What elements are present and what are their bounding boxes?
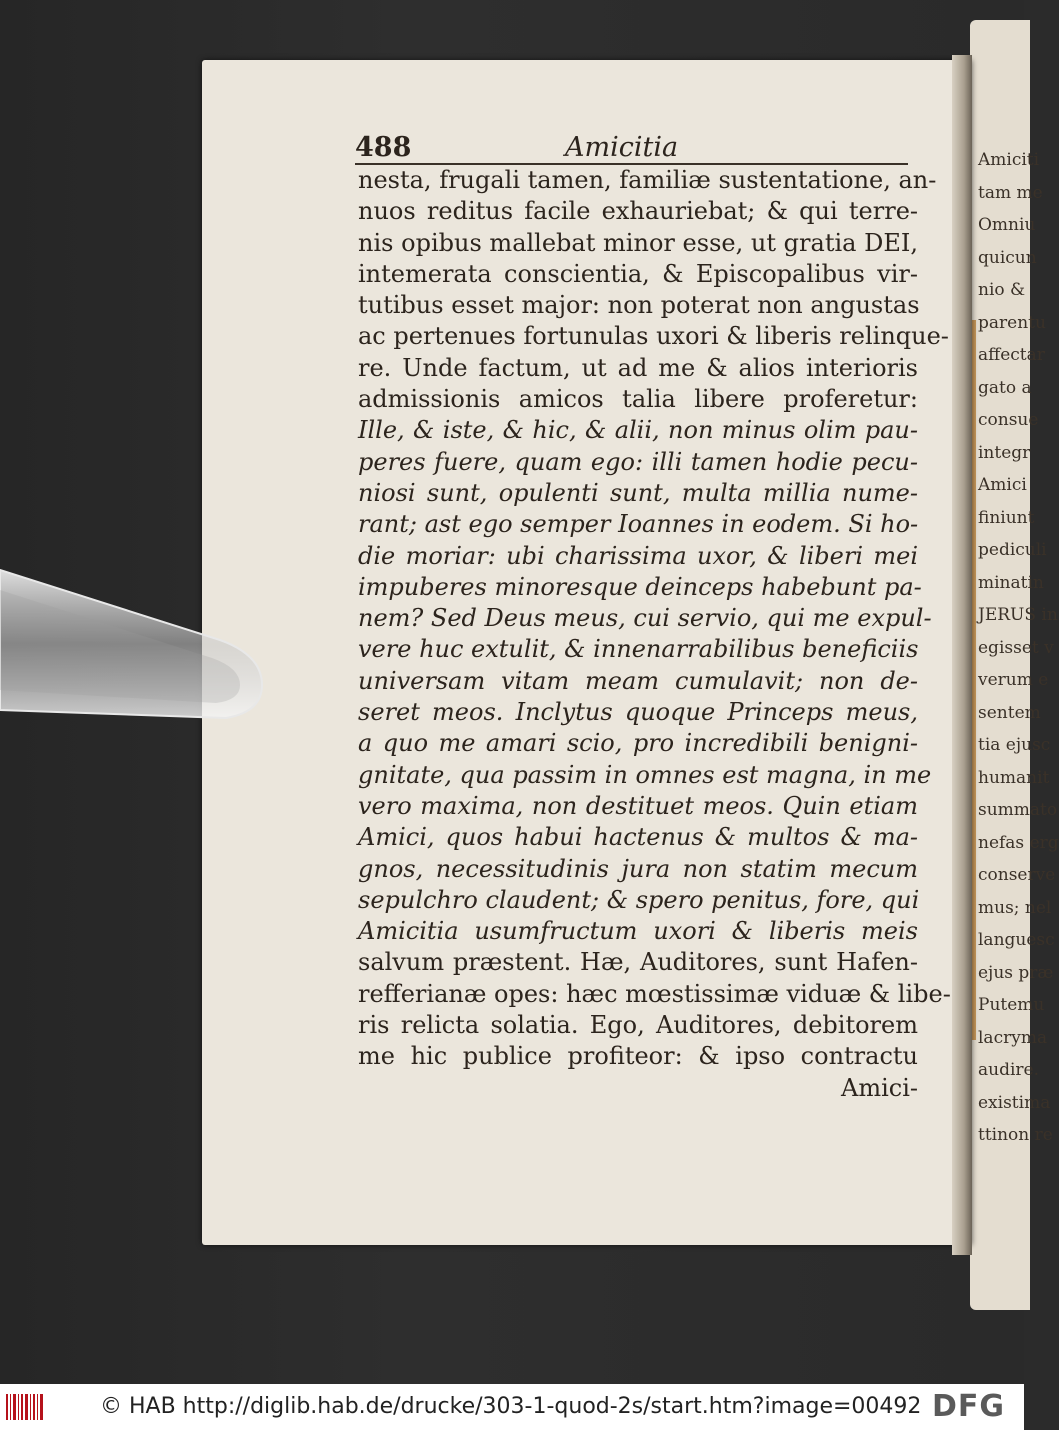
next-page-fragment: consue [978,410,1039,430]
text-line: vero maxima, non destituet meos. Quin etiam [358,791,918,820]
book-gutter [952,55,972,1255]
next-page-fragment: Amiciti [978,150,1040,170]
next-page-fragment: JERUS in [978,605,1058,625]
next-page-fragment: existima [978,1092,1051,1113]
text-line: impuberes minoresque deinceps habebunt pa- [358,572,922,601]
next-page-fragment: egisset v [978,637,1054,658]
hab-barcode-logo-icon [6,1392,46,1422]
text-line: nis opibus mallebat minor esse, ut gratia DEI, [358,228,918,257]
text-line: ac pertenues fortunulas uxori & liberis relinque- [358,322,949,351]
text-line: re. Unde factum, ut ad me & alios interioris [358,353,918,382]
next-page-fragment: parentu [978,312,1046,333]
next-page-fragment: conserve [978,865,1056,885]
text-line: seret meos. Inclytus quoque Princeps meus, [358,698,918,727]
text-line: rant; ast ego semper Ioannes in eodem. Si ho- [358,510,919,539]
next-page-fragment: ttinon re [978,1125,1053,1145]
page-number: 488 [355,132,412,163]
next-page-fragment: languesc [978,930,1055,950]
catchword: Amici- [841,1073,918,1102]
text-line: peres fuere, quam ego: illi tamen hodie pecu- [358,447,918,476]
text-line: sepulchro claudent; & spero penitus, fore, qui [358,885,920,914]
next-page-fragment: verum e [978,670,1049,690]
text-line: Ille, & iste, & hic, & alii, non minus olim pau- [358,416,918,445]
text-line: universam vitam meam cumulavit; non de- [358,666,918,695]
text-line: die moriar: ubi charissima uxor, & liberi mei [358,541,918,570]
next-page-fragment: tia ejusc [978,735,1051,755]
text-line: admissionis amicos talia libere proferetur: [358,385,918,414]
next-page-fragment: audire. [978,1060,1039,1080]
copyright-url[interactable]: © HAB http://diglib.hab.de/drucke/303-1-quod-2s/start.htm?image=00492 [100,1394,922,1419]
text-line: salvum præstent. Hæ, Auditores, sunt Hafen- [358,948,918,977]
body-text [358,165,951,1104]
next-page-fragment: nio & [978,280,1026,300]
text-line: nuos reditus facile exhauriebat; & qui terre- [358,197,918,226]
next-page-fragment: summato [978,800,1058,820]
text-line: me hic publice profiteor: & ipso contractu [358,1042,918,1071]
text-line: Amici, quos habui hactenus & multos & ma- [358,823,918,852]
text-line: niosi sunt, opulenti sunt, multa millia nume- [358,478,918,507]
text-line: gnitate, qua passim in omnes est magna, in me [358,760,932,789]
next-page-fragment: pediculi [978,540,1047,560]
text-line: a quo me amari scio, pro incredibili benigni- [358,729,918,758]
text-line: intemerata conscientia, & Episcopalibus vir- [358,259,918,288]
text-line: tutibus esset major: non poterat non angustas [358,291,920,320]
text-line: refferianæ opes: hæc mœstissimæ viduæ & libe- [358,979,951,1008]
next-page-fragment: quicun [978,247,1037,268]
text-line: nesta, frugali tamen, familiæ sustentatione, an- [358,166,937,194]
next-page-fragment: Omniu [978,215,1036,235]
running-title: Amicitia [565,132,679,163]
next-page-fragment: affectar [978,345,1045,365]
text-line: Amicitia usumfructum uxori & liberis meis [358,917,918,946]
next-page-fragment: Amici [978,475,1027,495]
next-page-fragment: nefas erg [978,832,1059,853]
text-line: ris relicta solatia. Ego, Auditores, debitorem [358,1011,918,1040]
text-line: gnos, necessitudinis jura non statim mecum [358,854,918,883]
text-line: nem? Sed Deus meus, cui servio, qui me expul- [358,604,932,633]
next-page-fragment: minatin [978,572,1044,593]
next-page-edge [970,20,1059,1310]
footer-bar [0,1384,1024,1430]
next-page-fragment: humanit [978,767,1050,788]
next-page-fragment: integr [978,442,1031,463]
next-page-fragment: tam me [978,182,1043,203]
next-page-fragment: mus; nel [978,897,1052,918]
dfg-logo: DFG [932,1389,1006,1424]
glass-weight-icon [0,540,266,750]
next-page-fragment: Putemu [978,995,1045,1015]
next-page-fragment: finiunt [978,507,1035,528]
text-line: vere huc extulit, & innenarrabilibus beneficiis [358,635,919,664]
next-page-fragment: sentem [978,702,1041,723]
next-page-fragment: gato a [978,377,1032,398]
next-page-fragment: lacryma [978,1027,1048,1048]
next-page-fragment: ejus præ [978,962,1054,983]
